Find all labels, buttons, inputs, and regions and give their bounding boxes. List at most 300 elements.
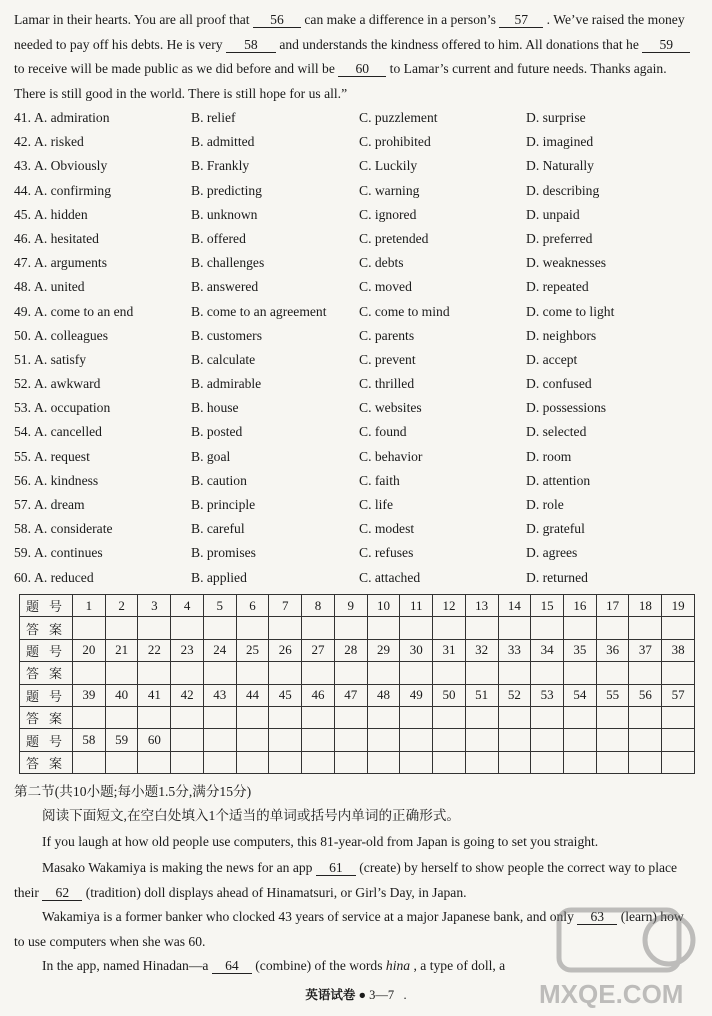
option-a-label: A. risked — [34, 134, 84, 150]
grid-number-cell: 18 — [629, 595, 662, 617]
option-row — [14, 420, 704, 444]
option-b: B. challenges — [191, 255, 265, 271]
grid-number-cell — [433, 729, 466, 751]
option-row — [14, 541, 704, 565]
option-a — [14, 469, 98, 493]
option-b: B. customers — [191, 327, 262, 343]
option-row — [14, 300, 704, 324]
option-d: D. returned — [526, 569, 588, 585]
grid-answer-cell[interactable] — [367, 706, 400, 728]
option-b: B. applied — [191, 569, 247, 585]
grid-number-cell: 37 — [629, 639, 662, 661]
grid-answer-cell[interactable] — [465, 662, 498, 684]
grid-number-cell: 21 — [105, 639, 138, 661]
grid-answer-cell[interactable] — [269, 617, 302, 639]
option-d: D. possessions — [526, 400, 607, 416]
grid-number-cell: 20 — [73, 639, 106, 661]
grid-answer-cell[interactable] — [531, 751, 564, 773]
option-d: D. confused — [526, 376, 592, 392]
grid-number-row — [20, 595, 695, 617]
option-d: D. role — [526, 497, 564, 512]
grid-number-cell — [400, 729, 433, 751]
option-row — [14, 275, 704, 299]
option-a — [14, 179, 111, 203]
grid-number-cell: 56 — [629, 684, 662, 706]
option-a — [14, 445, 90, 469]
grid-answer-cell[interactable] — [138, 662, 171, 684]
grid-number-cell — [171, 729, 204, 751]
blank-61: 61 — [316, 861, 356, 876]
option-a-label: A. admiration — [34, 110, 110, 125]
grid-number-cell: 58 — [73, 729, 106, 751]
grid-answer-cell[interactable] — [105, 617, 138, 639]
option-d: D. room — [526, 448, 572, 464]
grid-answer-cell[interactable] — [596, 706, 629, 728]
grid-number-cell — [269, 729, 302, 751]
grid-answer-cell[interactable] — [564, 662, 597, 684]
option-c: C. puzzlement — [359, 110, 438, 125]
question-number: 49. — [14, 303, 31, 319]
blank-64: 64 — [212, 959, 252, 974]
passage-paragraph: Lamar in their hearts. You are all proof that 56 can make a difference in a person’s 57 . We’ve raised the money needed to pay off his debts. He is very 58 and understands the kindness offered to him. All donations that he 59 to receive will be made public as we did before and will be 60 to Lamar’s current and future needs. Thanks again. There is still good in the world. There is still hope for us all.” — [14, 8, 702, 106]
grid-answer-cell[interactable] — [367, 617, 400, 639]
grid-answer-cell[interactable] — [203, 662, 236, 684]
grid-number-cell: 12 — [433, 595, 466, 617]
option-d: D. weaknesses — [526, 255, 607, 271]
option-a — [14, 227, 99, 251]
blank-63: 63 — [577, 910, 617, 925]
question-number: 48. — [14, 279, 31, 295]
grid-number-cell: 17 — [596, 595, 629, 617]
grid-answer-cell[interactable] — [236, 662, 269, 684]
grid-answer-label: 答案 — [20, 751, 73, 773]
grid-number-cell — [662, 729, 695, 751]
grid-answer-cell[interactable] — [105, 662, 138, 684]
blank-62: 62 — [42, 886, 82, 901]
option-c: C. prohibited — [359, 134, 431, 150]
grid-answer-cell[interactable] — [236, 751, 269, 773]
question-number: 46. — [14, 230, 31, 246]
grid-answer-cell[interactable] — [498, 751, 531, 773]
grid-number-cell: 30 — [400, 639, 433, 661]
grid-answer-cell[interactable] — [269, 662, 302, 684]
option-c: C. prevent — [359, 351, 416, 367]
watermark-logo — [529, 905, 704, 1010]
grid-number-cell: 54 — [564, 684, 597, 706]
grid-answer-cell[interactable] — [334, 751, 367, 773]
grid-number-cell: 44 — [236, 684, 269, 706]
option-d: D. come to light — [526, 303, 615, 319]
grid-answer-cell[interactable] — [596, 662, 629, 684]
grid-number-cell: 3 — [138, 595, 171, 617]
option-row — [14, 396, 704, 420]
section-2-heading: 第二节(共10小题;每小题1.5分,满分15分) — [14, 784, 252, 799]
option-d: D. accept — [526, 351, 578, 367]
option-a-label: A. hesitated — [34, 230, 99, 246]
blank-59: 59 — [642, 38, 690, 53]
option-b: B. principle — [191, 497, 256, 512]
grid-answer-cell[interactable] — [433, 617, 466, 639]
grid-answer-cell[interactable] — [498, 706, 531, 728]
grid-number-row — [20, 729, 695, 751]
grid-answer-cell[interactable] — [105, 751, 138, 773]
grid-answer-cell[interactable] — [564, 706, 597, 728]
grid-number-cell: 8 — [302, 595, 335, 617]
option-row — [14, 372, 704, 396]
grid-number-cell: 35 — [564, 639, 597, 661]
grid-number-cell: 9 — [334, 595, 367, 617]
grid-number-cell: 10 — [367, 595, 400, 617]
grid-answer-cell[interactable] — [400, 617, 433, 639]
option-a-label: A. colleagues — [34, 327, 108, 343]
option-row — [14, 348, 704, 372]
grid-answer-cell[interactable] — [498, 617, 531, 639]
option-a-label: A. dream — [34, 497, 85, 512]
answer-grid — [19, 594, 695, 774]
option-row — [14, 251, 704, 275]
grid-answer-label: 答案 — [20, 706, 73, 728]
option-d: D. imagined — [526, 134, 594, 150]
grid-answer-cell[interactable] — [367, 751, 400, 773]
grid-answer-cell[interactable] — [203, 617, 236, 639]
grid-number-cell: 45 — [269, 684, 302, 706]
grid-answer-cell[interactable] — [138, 617, 171, 639]
grid-answer-cell[interactable] — [629, 706, 662, 728]
grid-number-cell: 24 — [203, 639, 236, 661]
grid-number-cell: 2 — [105, 595, 138, 617]
option-c: C. found — [359, 424, 407, 440]
option-a — [14, 300, 133, 324]
question-number: 60. — [14, 569, 31, 585]
option-a — [14, 251, 107, 275]
grid-number-cell: 34 — [531, 639, 564, 661]
question-number: 53. — [14, 400, 31, 416]
option-a — [14, 517, 113, 541]
option-a-label: A. confirming — [34, 182, 112, 198]
grid-number-cell: 49 — [400, 684, 433, 706]
grid-number-cell: 43 — [203, 684, 236, 706]
grid-number-cell: 55 — [596, 684, 629, 706]
option-b: B. promises — [191, 545, 256, 561]
grid-answer-label: 答案 — [20, 617, 73, 639]
grid-answer-cell[interactable] — [269, 706, 302, 728]
option-d: D. neighbors — [526, 327, 597, 343]
grid-answer-cell[interactable] — [400, 662, 433, 684]
grid-answer-cell[interactable] — [629, 662, 662, 684]
option-a-label: A. continues — [34, 545, 103, 561]
grid-number-cell: 51 — [465, 684, 498, 706]
grid-number-cell: 19 — [662, 595, 695, 617]
grid-number-cell: 28 — [334, 639, 367, 661]
option-a-label: A. come to an end — [34, 303, 134, 319]
text-para-3: Wakamiya is a former banker who clocked 43 years of service at a major Japanese bank, and only 63 (learn) how to use computers when she was 60. — [14, 909, 684, 949]
option-row — [14, 130, 704, 154]
option-a — [14, 275, 85, 299]
option-d: D. agrees — [526, 545, 578, 561]
grid-number-cell: 40 — [105, 684, 138, 706]
option-b: B. come to an agreement — [191, 303, 327, 319]
grid-answer-cell[interactable] — [105, 706, 138, 728]
question-number: 59. — [14, 545, 31, 561]
question-number: 47. — [14, 255, 31, 271]
grid-answer-cell[interactable] — [203, 706, 236, 728]
question-number: 42. — [14, 134, 31, 150]
option-row — [14, 324, 704, 348]
grid-answer-cell[interactable] — [400, 751, 433, 773]
grid-number-label: 题号 — [20, 729, 73, 751]
option-b: B. house — [191, 400, 239, 416]
option-b: B. unknown — [191, 206, 258, 222]
grid-number-cell: 32 — [465, 639, 498, 661]
option-a-label: A. hidden — [34, 206, 88, 222]
option-d: D. preferred — [526, 230, 593, 246]
blank-57: 57 — [499, 13, 543, 28]
footer-page: 3—7 — [369, 988, 395, 1002]
option-row — [14, 445, 704, 469]
grid-answer-label: 答案 — [20, 662, 73, 684]
option-a — [14, 106, 110, 130]
grid-answer-row — [20, 751, 695, 773]
grid-number-row — [20, 639, 695, 661]
question-number: 45. — [14, 206, 31, 222]
grid-answer-cell[interactable] — [334, 662, 367, 684]
grid-answer-cell[interactable] — [171, 662, 204, 684]
grid-answer-cell[interactable] — [662, 751, 695, 773]
option-a — [14, 396, 110, 420]
grid-number-cell — [302, 729, 335, 751]
option-a — [14, 130, 84, 154]
grid-answer-cell[interactable] — [498, 662, 531, 684]
grid-number-cell — [334, 729, 367, 751]
grid-number-label: 题号 — [20, 684, 73, 706]
question-number: 58. — [14, 521, 31, 537]
grid-answer-cell[interactable] — [531, 617, 564, 639]
option-b: B. admirable — [191, 376, 262, 392]
grid-answer-cell[interactable] — [433, 662, 466, 684]
option-d: D. describing — [526, 182, 600, 198]
grid-number-cell: 52 — [498, 684, 531, 706]
grid-answer-cell[interactable] — [73, 706, 106, 728]
option-a — [14, 348, 86, 372]
grid-answer-cell[interactable] — [73, 751, 106, 773]
option-a — [14, 372, 100, 396]
grid-number-cell: 39 — [73, 684, 106, 706]
grid-answer-cell[interactable] — [531, 662, 564, 684]
option-c: C. behavior — [359, 448, 423, 464]
grid-number-cell: 57 — [662, 684, 695, 706]
grid-answer-cell[interactable] — [531, 706, 564, 728]
option-a-label: A. awkward — [34, 376, 101, 392]
grid-number-cell — [564, 729, 597, 751]
grid-number-cell: 53 — [531, 684, 564, 706]
option-c: C. ignored — [359, 206, 417, 222]
grid-answer-cell[interactable] — [171, 751, 204, 773]
option-c: C. moved — [359, 279, 412, 295]
option-a-label: A. occupation — [34, 400, 111, 416]
question-number: 57. — [14, 497, 31, 512]
grid-answer-cell[interactable] — [465, 617, 498, 639]
option-c: C. pretended — [359, 230, 429, 246]
question-number: 51. — [14, 351, 31, 367]
grid-number-cell — [531, 729, 564, 751]
grid-answer-cell[interactable] — [367, 662, 400, 684]
grid-number-cell — [236, 729, 269, 751]
grid-number-cell: 22 — [138, 639, 171, 661]
grid-answer-cell[interactable] — [236, 706, 269, 728]
option-d: D. surprise — [526, 110, 586, 125]
grid-answer-cell[interactable] — [236, 617, 269, 639]
options-list — [14, 106, 704, 590]
option-c: C. refuses — [359, 545, 414, 561]
grid-number-cell: 50 — [433, 684, 466, 706]
grid-number-cell: 13 — [465, 595, 498, 617]
grid-answer-cell[interactable] — [629, 617, 662, 639]
grid-number-label: 题号 — [20, 595, 73, 617]
option-a-label: A. arguments — [34, 255, 107, 271]
option-a — [14, 154, 107, 178]
grid-answer-cell[interactable] — [302, 751, 335, 773]
option-a — [14, 324, 108, 348]
grid-answer-cell[interactable] — [564, 617, 597, 639]
option-c: C. attached — [359, 569, 421, 585]
grid-number-cell: 36 — [596, 639, 629, 661]
grid-number-cell: 11 — [400, 595, 433, 617]
option-c: C. warning — [359, 182, 420, 198]
option-a — [14, 493, 85, 517]
grid-answer-cell[interactable] — [73, 617, 106, 639]
grid-answer-cell[interactable] — [269, 751, 302, 773]
grid-number-label: 题号 — [20, 639, 73, 661]
pin-icon: ● — [358, 988, 367, 1002]
grid-number-cell: 4 — [171, 595, 204, 617]
option-b: B. posted — [191, 424, 243, 440]
option-b: B. admitted — [191, 134, 255, 150]
grid-answer-cell[interactable] — [662, 617, 695, 639]
option-d: D. grateful — [526, 521, 585, 537]
option-d: D. unpaid — [526, 206, 580, 222]
option-a — [14, 203, 88, 227]
grid-answer-cell[interactable] — [465, 706, 498, 728]
grid-answer-cell[interactable] — [302, 617, 335, 639]
option-c: C. debts — [359, 255, 404, 271]
option-b: B. Frankly — [191, 158, 250, 174]
blank-56: 56 — [253, 13, 301, 28]
question-number: 52. — [14, 376, 31, 392]
question-number: 50. — [14, 327, 31, 343]
grid-answer-cell[interactable] — [662, 706, 695, 728]
grid-number-cell — [596, 729, 629, 751]
grid-number-cell: 23 — [171, 639, 204, 661]
option-d: D. repeated — [526, 279, 589, 295]
option-row — [14, 179, 704, 203]
option-row — [14, 493, 704, 517]
option-row — [14, 154, 704, 178]
option-row — [14, 517, 704, 541]
grid-answer-cell[interactable] — [662, 662, 695, 684]
option-a — [14, 566, 94, 590]
text-para-1: If you laugh at how old people use computers, this 81-year-old from Japan is going to set you straight. — [42, 834, 599, 849]
option-row — [14, 227, 704, 251]
grid-answer-cell[interactable] — [334, 706, 367, 728]
grid-number-cell — [203, 729, 236, 751]
grid-number-cell: 6 — [236, 595, 269, 617]
grid-answer-cell[interactable] — [203, 751, 236, 773]
svg-text:MXQE.COM: MXQE.COM — [539, 979, 684, 1009]
text-para-2: Masako Wakamiya is making the news for an app 61 (create) by herself to show people the correct way to place their 62 (tradition) doll displays ahead of Hinamatsuri, or Girl’s Day, in Japan. — [14, 860, 678, 900]
grid-answer-cell[interactable] — [138, 751, 171, 773]
grid-number-cell: 25 — [236, 639, 269, 661]
grid-answer-cell[interactable] — [302, 706, 335, 728]
grid-answer-row — [20, 706, 695, 728]
question-number: 56. — [14, 472, 31, 488]
footer-subject: 英语试卷 — [305, 988, 356, 1002]
grid-answer-cell[interactable] — [334, 617, 367, 639]
grid-number-cell — [367, 729, 400, 751]
option-b: B. careful — [191, 521, 245, 537]
option-b: B. predicting — [191, 182, 262, 198]
grid-number-cell — [465, 729, 498, 751]
option-c: C. modest — [359, 521, 415, 537]
option-d: D. Naturally — [526, 158, 594, 174]
grid-number-cell: 42 — [171, 684, 204, 706]
text-para-4: In the app, named Hinadan—a 64 (combine) of the words hina , a type of doll, a — [42, 958, 506, 973]
grid-number-cell: 31 — [433, 639, 466, 661]
grid-answer-cell[interactable] — [302, 662, 335, 684]
grid-answer-cell[interactable] — [433, 706, 466, 728]
grid-number-cell: 16 — [564, 595, 597, 617]
grid-answer-cell[interactable] — [433, 751, 466, 773]
question-number: 55. — [14, 448, 31, 464]
grid-number-cell — [629, 729, 662, 751]
option-c: C. parents — [359, 327, 415, 343]
grid-answer-cell[interactable] — [138, 706, 171, 728]
grid-answer-cell[interactable] — [400, 706, 433, 728]
grid-number-cell: 38 — [662, 639, 695, 661]
grid-number-cell: 46 — [302, 684, 335, 706]
option-b: B. answered — [191, 279, 259, 295]
option-a-label: A. reduced — [34, 569, 94, 585]
grid-answer-cell[interactable] — [629, 751, 662, 773]
grid-number-cell: 26 — [269, 639, 302, 661]
grid-number-cell: 29 — [367, 639, 400, 661]
option-a-label: A. satisfy — [34, 351, 87, 367]
grid-answer-cell[interactable] — [596, 617, 629, 639]
option-row — [14, 203, 704, 227]
grid-answer-cell[interactable] — [171, 706, 204, 728]
grid-number-cell: 7 — [269, 595, 302, 617]
grid-answer-cell[interactable] — [596, 751, 629, 773]
grid-number-row — [20, 684, 695, 706]
option-c: C. life — [359, 497, 393, 512]
option-d: D. selected — [526, 424, 587, 440]
grid-number-cell: 5 — [203, 595, 236, 617]
question-number: 43. — [14, 158, 31, 174]
grid-number-cell: 41 — [138, 684, 171, 706]
option-a-label: A. considerate — [34, 521, 113, 537]
grid-answer-cell[interactable] — [465, 751, 498, 773]
grid-answer-cell[interactable] — [73, 662, 106, 684]
grid-answer-cell[interactable] — [564, 751, 597, 773]
grid-number-cell: 47 — [334, 684, 367, 706]
option-row — [14, 469, 704, 493]
option-b: B. calculate — [191, 351, 256, 367]
option-a-label: A. kindness — [34, 472, 99, 488]
option-a-label: A. request — [34, 448, 90, 464]
option-a — [14, 541, 103, 565]
grid-answer-cell[interactable] — [171, 617, 204, 639]
grid-number-cell: 14 — [498, 595, 531, 617]
option-b: B. caution — [191, 472, 247, 488]
